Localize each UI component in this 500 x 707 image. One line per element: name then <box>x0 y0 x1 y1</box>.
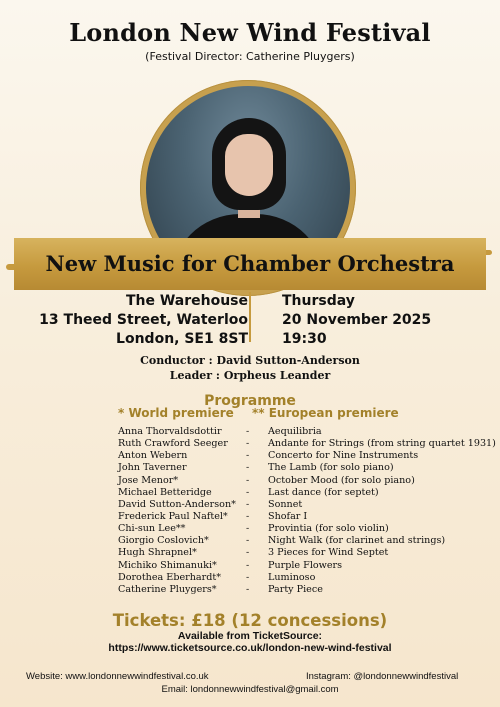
work-title: Sonnet <box>268 498 303 510</box>
programme-list <box>118 426 498 596</box>
programme-row <box>118 426 498 438</box>
composer-name: Ruth Crawford Seeger <box>118 438 228 450</box>
programme-row <box>118 462 498 474</box>
separator-dash: - <box>246 450 250 462</box>
composer-name: Chi-sun Lee** <box>118 523 186 535</box>
website-link[interactable]: Website: www.londonnewwindfestival.co.uk <box>26 671 209 682</box>
programme-row <box>118 560 498 572</box>
venue-city: London, SE1 8ST <box>116 331 248 347</box>
separator-dash: - <box>246 426 250 437</box>
composer-name: Dorothea Eberhardt* <box>118 571 221 583</box>
separator-dash: - <box>246 523 250 535</box>
festival-director: (Festival Director: Catherine Pluygers) <box>145 50 355 63</box>
instagram-link[interactable]: Instagram: @londonnewwindfestival <box>306 671 459 682</box>
venue-street: 13 Theed Street, Waterloo <box>39 312 248 328</box>
separator-dash: - <box>246 462 250 474</box>
ticket-availability: Available from TicketSource: <box>177 630 323 642</box>
concert-title: New Music for Chamber Orchestra <box>45 251 455 276</box>
work-title: October Mood (for solo piano) <box>268 474 415 486</box>
performers <box>0 353 500 383</box>
programme-row <box>118 523 498 535</box>
work-title: Shofar I <box>268 510 308 522</box>
work-title: Provintia (for solo violin) <box>268 523 389 535</box>
programme-row <box>118 438 498 450</box>
venue-address <box>39 292 248 349</box>
separator-dash: - <box>246 498 250 510</box>
separator-dash: - <box>246 547 250 559</box>
work-title: Luminoso <box>268 571 316 583</box>
event-datetime <box>282 292 431 349</box>
event-time: 19:30 <box>282 331 327 347</box>
separator-dash: - <box>246 583 250 595</box>
leader: Leader : Orpheus Leander <box>169 369 331 382</box>
composer-name: John Taverner <box>118 462 187 474</box>
separator-dash: - <box>246 571 250 583</box>
composer-name: Frederick Paul Naftel* <box>118 510 228 522</box>
work-title: Last dance (for septet) <box>268 486 379 498</box>
conductor: Conductor : David Sutton-Anderson <box>140 354 360 367</box>
work-title: Concerto for Nine Instruments <box>268 450 419 462</box>
programme-row <box>118 475 498 487</box>
separator-dash: - <box>246 510 250 522</box>
composer-name: Jose Menor* <box>118 474 179 486</box>
event-date: 20 November 2025 <box>282 312 432 328</box>
work-title: Andante for Strings (from string quartet 1931) <box>268 438 496 450</box>
work-title: Purple Flowers <box>268 559 343 571</box>
separator-dash: - <box>246 474 250 486</box>
composer-name: Anton Webern <box>118 450 188 462</box>
composer-name: Michael Betteridge <box>118 486 212 498</box>
portrait-face <box>225 134 273 196</box>
separator-dash: - <box>246 535 250 547</box>
legend-european-premiere: ** European premiere <box>252 406 399 420</box>
work-title: Party Piece <box>268 583 323 595</box>
ticket-link[interactable]: https://www.ticketsource.co.uk/london-new-wind-festival <box>108 642 392 654</box>
composer-name: Michiko Shimanuki* <box>118 559 217 571</box>
venue-name: The Warehouse <box>125 293 248 309</box>
work-title: Night Walk (for clarinet and strings) <box>268 535 446 547</box>
email-link[interactable]: Email: londonnewwindfestival@gmail.com <box>161 684 339 695</box>
separator-dash: - <box>246 486 250 498</box>
work-title: 3 Pieces for Wind Septet <box>268 547 389 559</box>
composer-name: Giorgio Coslovich* <box>118 535 209 547</box>
composer-name: Hugh Shrapnel* <box>118 547 197 559</box>
composer-name: David Sutton-Anderson* <box>118 498 236 510</box>
programme-row <box>118 547 498 559</box>
programme-heading: Programme <box>204 393 296 409</box>
programme-row <box>118 584 498 596</box>
programme-row <box>118 487 498 499</box>
programme-row <box>118 572 498 584</box>
programme-row <box>118 511 498 523</box>
programme-row <box>118 450 498 462</box>
ticket-price: Tickets: £18 (12 concessions) <box>112 611 388 630</box>
festival-title: London New Wind Festival <box>69 18 431 47</box>
composer-name: Catherine Pluygers* <box>118 583 217 595</box>
programme-row <box>118 535 498 547</box>
work-title: Aequilibria <box>268 426 322 437</box>
event-day: Thursday <box>282 293 355 309</box>
separator-dash: - <box>246 559 250 571</box>
ticket-info <box>0 630 500 654</box>
programme-row <box>118 499 498 511</box>
composer-name: Anna Thorvaldsdottir <box>118 426 222 437</box>
venue-date-divider <box>249 292 251 342</box>
separator-dash: - <box>246 438 250 450</box>
legend-world-premiere: * World premiere <box>118 406 234 420</box>
work-title: The Lamb (for solo piano) <box>268 462 394 474</box>
